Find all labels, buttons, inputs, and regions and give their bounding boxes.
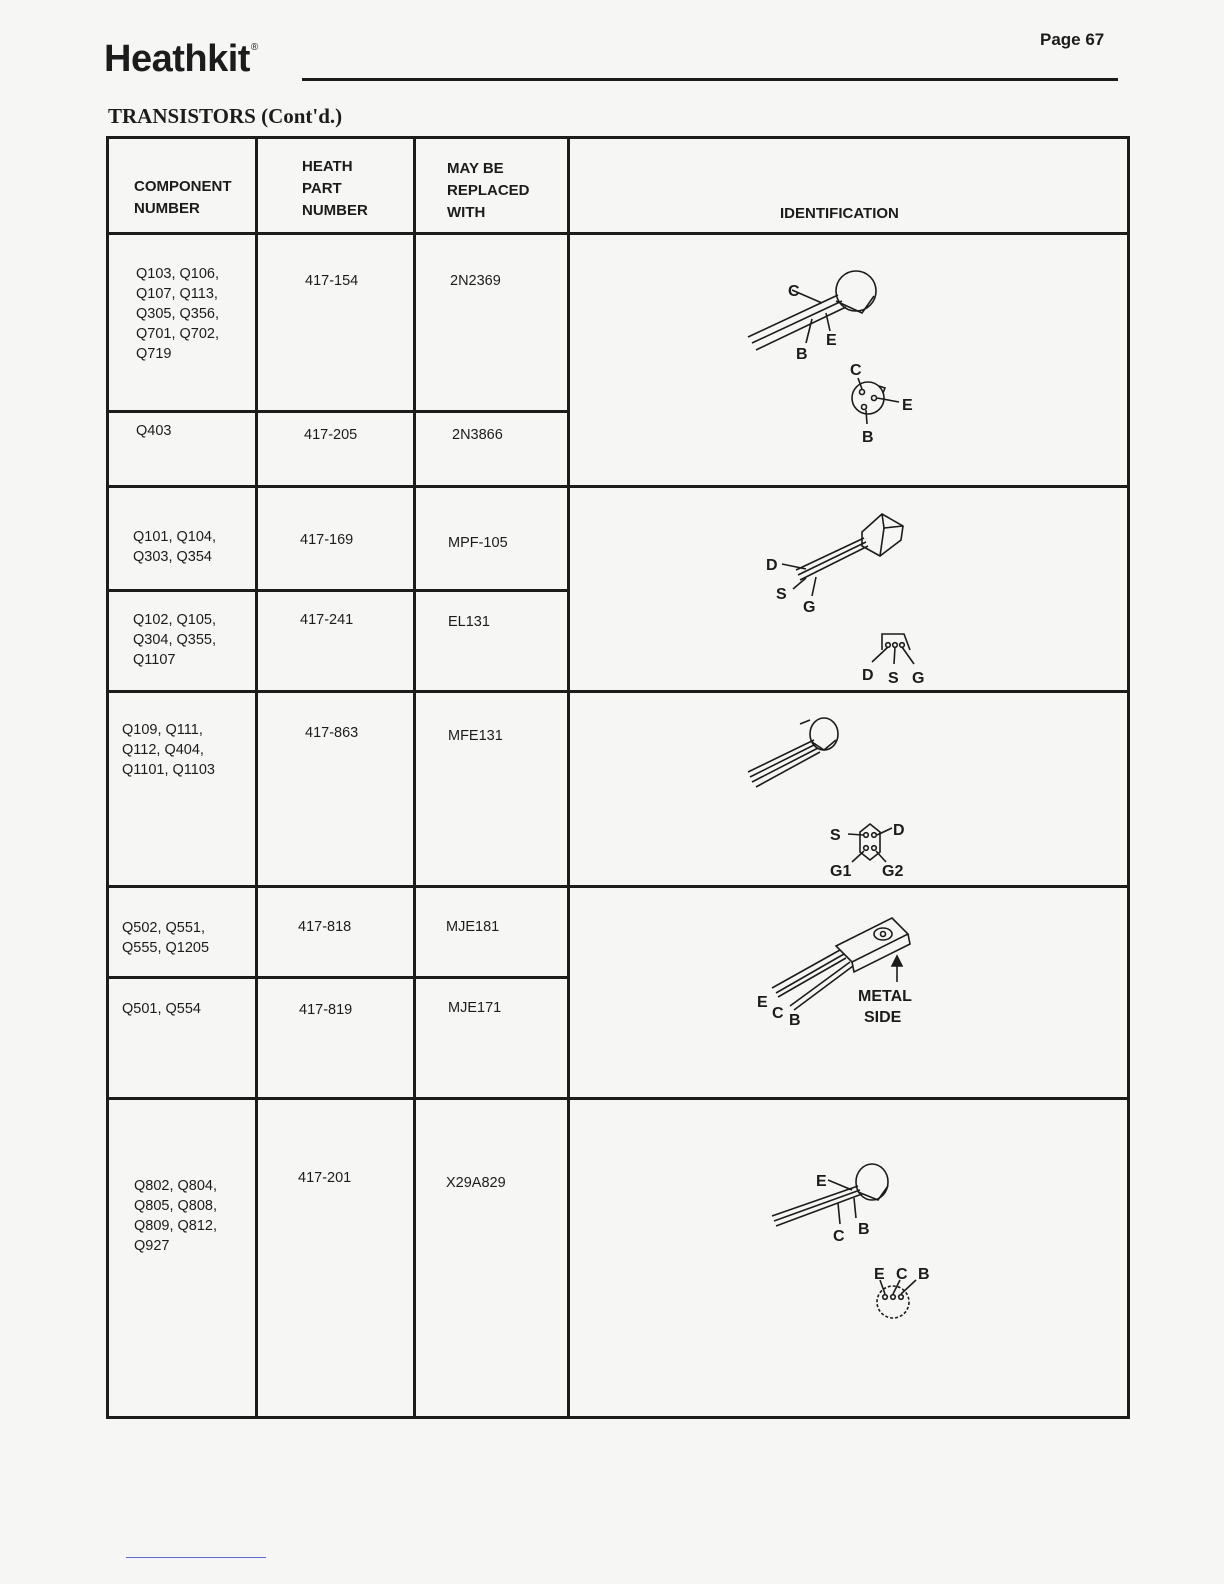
header-heath-part-number: HEATH PART NUMBER bbox=[302, 158, 368, 219]
to18-base-view-icon bbox=[852, 378, 899, 424]
row-2-component: Q403 bbox=[136, 423, 172, 439]
row-2-part: 417-205 bbox=[304, 427, 358, 443]
pnp-base-e-label: E bbox=[874, 1266, 885, 1283]
mosfet-base-g2-label: G2 bbox=[882, 863, 904, 880]
row-1-replacement: 2N2369 bbox=[450, 273, 501, 289]
to18-base-c-label: C bbox=[850, 362, 862, 379]
jfet-base-g-label: G bbox=[912, 670, 925, 687]
row-3-part: 417-169 bbox=[300, 532, 354, 548]
page-number: Page 67 bbox=[1040, 30, 1105, 49]
header-component-number: COMPONENT NUMBER bbox=[134, 178, 232, 217]
to18-base-b-label: B bbox=[862, 429, 874, 446]
row-6-replacement: MJE181 bbox=[446, 919, 500, 935]
row-3-replacement: MPF-105 bbox=[448, 535, 508, 551]
to18-transistor-diagram bbox=[748, 271, 913, 446]
pnp-side-c-label: C bbox=[833, 1228, 845, 1245]
row-4-replacement: EL131 bbox=[448, 614, 490, 630]
row-4-component: Q102, Q105, Q304, Q355, Q1107 bbox=[133, 612, 217, 668]
power-c-label: C bbox=[772, 1005, 784, 1022]
pnp-side-e-label: E bbox=[816, 1173, 827, 1190]
row-7-component: Q501, Q554 bbox=[122, 1001, 201, 1017]
jfet-base-view-icon bbox=[872, 634, 914, 664]
dual-gate-mosfet-diagram bbox=[748, 718, 905, 880]
row-7-replacement: MJE171 bbox=[448, 1000, 502, 1016]
jfet-side-d-label: D bbox=[766, 557, 778, 574]
row-5-component: Q109, Q111, Q112, Q404, Q1101, Q1103 bbox=[122, 722, 215, 778]
mosfet-side-view-icon bbox=[748, 718, 838, 787]
pnp-base-c-label: C bbox=[896, 1266, 908, 1283]
power-transistor-diagram bbox=[757, 918, 912, 1029]
jfet-side-view-icon bbox=[782, 514, 903, 596]
jfet-side-g-label: G bbox=[803, 599, 816, 616]
row-8-part: 417-201 bbox=[298, 1170, 352, 1186]
to18-side-view-icon bbox=[748, 271, 876, 350]
row-5-part: 417-863 bbox=[305, 725, 359, 741]
mosfet-base-g1-label: G1 bbox=[830, 863, 852, 880]
pnp-base-view-icon bbox=[877, 1280, 916, 1318]
mosfet-base-view-icon bbox=[848, 824, 892, 862]
power-e-label: E bbox=[757, 994, 768, 1011]
row-8-component: Q802, Q804, Q805, Q808, Q809, Q812, Q927 bbox=[134, 1178, 218, 1254]
mosfet-base-d-label: D bbox=[893, 822, 905, 839]
row-3-component: Q101, Q104, Q303, Q354 bbox=[133, 529, 217, 565]
row-7-part: 417-819 bbox=[299, 1002, 353, 1018]
row-1-part: 417-154 bbox=[305, 273, 359, 289]
row-4-part: 417-241 bbox=[300, 612, 354, 628]
mosfet-base-s-label: S bbox=[830, 827, 841, 844]
row-6-part: 417-818 bbox=[298, 919, 352, 935]
pnp-side-view-icon bbox=[772, 1164, 888, 1226]
section-title: TRANSISTORS (Cont'd.) bbox=[108, 104, 343, 128]
row-1-component: Q103, Q106, Q107, Q113, Q305, Q356, Q701, Q702, Q719 bbox=[136, 266, 220, 362]
header-may-be-replaced-with: MAY BE REPLACED WITH bbox=[447, 160, 530, 221]
pnp-side-b-label: B bbox=[858, 1221, 870, 1238]
to18-side-c-label: C bbox=[788, 283, 800, 300]
pnp-transistor-diagram bbox=[772, 1164, 930, 1318]
jfet-base-s-label: S bbox=[888, 670, 899, 687]
metal-side-label-line2: SIDE bbox=[864, 1009, 902, 1026]
jfet-base-d-label: D bbox=[862, 667, 874, 684]
footer-rule bbox=[126, 1557, 266, 1558]
row-8-replacement: X29A829 bbox=[446, 1175, 506, 1191]
to18-side-e-label: E bbox=[826, 332, 837, 349]
jfet-side-s-label: S bbox=[776, 586, 787, 603]
power-b-label: B bbox=[789, 1012, 801, 1029]
row-2-replacement: 2N3866 bbox=[452, 427, 503, 443]
pnp-base-b-label: B bbox=[918, 1266, 930, 1283]
metal-side-label-line1: METAL bbox=[858, 988, 912, 1005]
jfet-diagram bbox=[766, 514, 924, 687]
to18-side-b-label: B bbox=[796, 346, 808, 363]
row-5-replacement: MFE131 bbox=[448, 728, 503, 744]
brand-name: Heathkit bbox=[104, 38, 250, 80]
trademark-symbol: ® bbox=[250, 42, 258, 53]
to18-base-e-label: E bbox=[902, 397, 913, 414]
header-identification: IDENTIFICATION bbox=[780, 205, 899, 222]
row-6-component: Q502, Q551, Q555, Q1205 bbox=[122, 920, 210, 956]
